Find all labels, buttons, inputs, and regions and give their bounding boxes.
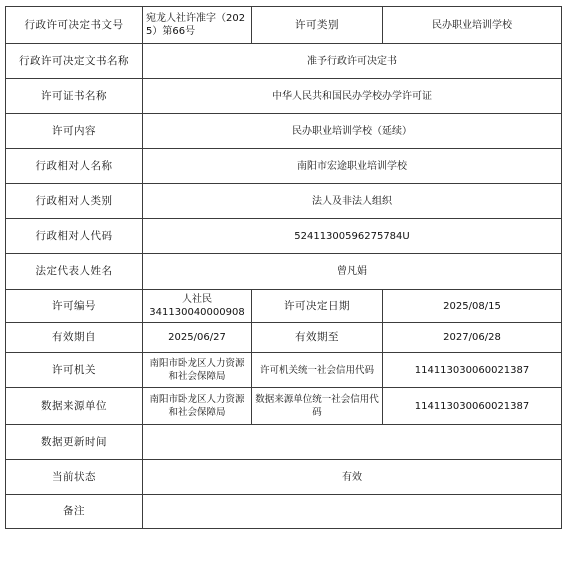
row-party-code	[6, 219, 562, 254]
row-party-type	[6, 184, 562, 219]
party-code-label: 行政相对人代码	[6, 219, 143, 254]
decision-name-label: 行政许可决定文书名称	[6, 44, 143, 79]
decision-no-value: 宛龙人社许准字（2025）第66号	[143, 7, 252, 44]
status-label: 当前状态	[6, 460, 143, 495]
party-name-value: 南阳市宏途职业培训学校	[143, 149, 562, 184]
content-value: 民办职业培训学校（延续）	[143, 114, 562, 149]
licence-category-label: 许可类别	[252, 7, 383, 44]
valid-to-label: 有效期至	[252, 323, 383, 353]
licence-no-value	[143, 290, 252, 323]
status-value: 有效	[143, 460, 562, 495]
party-code-value: 52411300596275784U	[143, 219, 562, 254]
source-label: 数据来源单位	[6, 388, 143, 425]
row-licence-no	[6, 290, 562, 323]
licence-no-line2: 341130040000908	[149, 307, 245, 318]
cert-name-value: 中华人民共和国民办学校办学许可证	[143, 79, 562, 114]
row-authority	[6, 353, 562, 388]
source-code-label: 数据来源单位统一社会信用代码	[252, 388, 383, 425]
licence-category-value: 民办职业培训学校	[383, 7, 562, 44]
valid-from-label: 有效期自	[6, 323, 143, 353]
row-content	[6, 114, 562, 149]
row-update-time	[6, 425, 562, 460]
decision-no-label: 行政许可决定书文号	[6, 7, 143, 44]
authority-code-value: 114113030060021387	[383, 353, 562, 388]
row-status	[6, 460, 562, 495]
decision-name-value: 准予行政许可决定书	[143, 44, 562, 79]
licence-no-line1: 人社民	[182, 294, 212, 305]
row-valid-period	[6, 323, 562, 353]
authority-label: 许可机关	[6, 353, 143, 388]
cert-name-label: 许可证书名称	[6, 79, 143, 114]
remarks-label: 备注	[6, 495, 143, 529]
valid-to-value: 2027/06/28	[383, 323, 562, 353]
party-type-label: 行政相对人类别	[6, 184, 143, 219]
update-time-value	[143, 425, 562, 460]
licence-table	[5, 6, 562, 529]
update-time-label: 数据更新时间	[6, 425, 143, 460]
valid-from-value: 2025/06/27	[143, 323, 252, 353]
remarks-value	[143, 495, 562, 529]
legal-rep-value: 曾凡娟	[143, 254, 562, 290]
authority-code-label: 许可机关统一社会信用代码	[252, 353, 383, 388]
party-name-label: 行政相对人名称	[6, 149, 143, 184]
authority-value: 南阳市卧龙区人力资源和社会保障局	[143, 353, 252, 388]
party-type-value: 法人及非法人组织	[143, 184, 562, 219]
row-decision-no	[6, 7, 562, 44]
decision-date-label: 许可决定日期	[252, 290, 383, 323]
row-party-name	[6, 149, 562, 184]
row-cert-name	[6, 79, 562, 114]
row-legal-rep	[6, 254, 562, 290]
row-remarks	[6, 495, 562, 529]
licence-no-label: 许可编号	[6, 290, 143, 323]
decision-date-value: 2025/08/15	[383, 290, 562, 323]
source-value: 南阳市卧龙区人力资源和社会保障局	[143, 388, 252, 425]
row-decision-name	[6, 44, 562, 79]
source-code-value: 114113030060021387	[383, 388, 562, 425]
row-source	[6, 388, 562, 425]
content-label: 许可内容	[6, 114, 143, 149]
legal-rep-label: 法定代表人姓名	[6, 254, 143, 290]
